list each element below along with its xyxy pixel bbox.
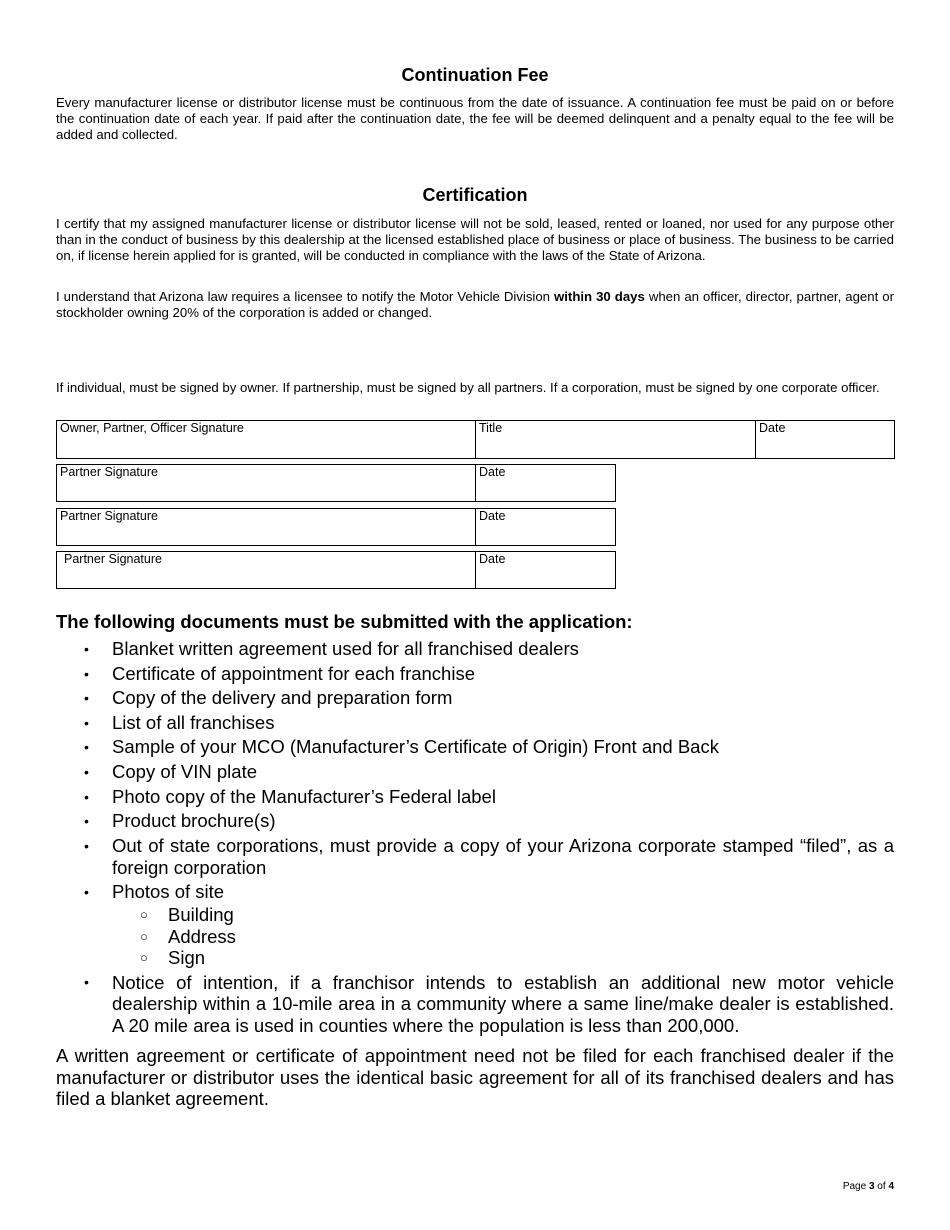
circle-bullet-icon: ○ xyxy=(140,950,148,966)
bullet-icon: • xyxy=(84,690,89,707)
list-item: • Photos of site xyxy=(84,881,225,903)
sub-list-item: ○ Building xyxy=(140,904,234,926)
list-item: • Blanket written agreement used for all franchised dealers xyxy=(84,638,579,659)
partner-signature-field-3[interactable] xyxy=(56,551,476,589)
bullet-icon: • xyxy=(84,973,89,990)
bullet-icon: • xyxy=(84,739,89,756)
list-item: • List of all franchises xyxy=(84,711,275,733)
bullet-icon: • xyxy=(84,714,89,731)
partner-signature-label: Partner Signature xyxy=(64,552,162,566)
bullet-icon: • xyxy=(84,665,89,682)
partner-date-field-1[interactable] xyxy=(475,464,616,502)
partner-signature-label: Partner Signature xyxy=(60,509,158,523)
circle-bullet-icon: ○ xyxy=(140,928,148,944)
partner-date-label: Date xyxy=(479,465,506,479)
sub-list-item: ○ Address xyxy=(140,925,236,947)
partner-date-label: Date xyxy=(479,509,506,523)
list-item: • Notice of intention, if a franchisor intends to establish an additional new motor vehicle dealership within a 10-mile area in a community where a same line/make dealer is established. A 20 mile area is used in counties where the population is less than 200,000. xyxy=(84,971,894,1036)
owner-date-label: Date xyxy=(759,421,786,435)
continuation-fee-heading: Continuation Fee xyxy=(401,65,549,85)
sub-list-item: ○ Sign xyxy=(140,947,206,969)
partner-date-field-3[interactable] xyxy=(475,551,616,589)
partner-signature-field-1[interactable] xyxy=(56,464,476,502)
list-item: • Product brochure(s) xyxy=(84,810,276,832)
owner-signature-field[interactable] xyxy=(56,420,476,459)
list-item: • Certificate of appointment for each franchise xyxy=(84,662,475,684)
partner-signature-label: Partner Signature xyxy=(60,465,158,479)
bullet-icon: • xyxy=(84,763,89,780)
owner-date-field[interactable] xyxy=(755,420,895,459)
bullet-icon: • xyxy=(84,837,89,854)
owner-title-field[interactable] xyxy=(475,420,756,459)
documents-list xyxy=(56,638,894,1039)
within-30-days: within 30 days xyxy=(554,289,645,304)
bullet-icon: • xyxy=(84,788,89,805)
bullet-icon: • xyxy=(84,884,89,901)
list-item: • Sample of your MCO (Manufacturer’s Certificate of Origin) Front and Back xyxy=(84,736,719,758)
certification-text: I certify that my assigned manufacturer license or distributor license will not be sold, leased, rented or loaned, nor used for any purpose other than in the conduct of business by this dealership at the licensed established place of business or place of business. The business to be carried on, if license herein applied for is granted, will be conducted in compliance with the laws of the State of Arizona. xyxy=(56,216,894,263)
list-item: • Out of state corporations, must provide a copy of your Arizona corporate stamped “filed”, as a foreign corporation xyxy=(84,834,894,878)
continuation-fee-text: Every manufacturer license or distributor license must be continuous from the date of issuance. A continuation fee must be paid on or before the continuation date of each year. If paid after the continuation date, the fee will be deemed delinquent and a penalty equal to the fee will be added and collected. xyxy=(56,95,894,142)
signing-note: If individual, must be signed by owner. If partnership, must be signed by all partners. If a corporation, must be signed by one corporate officer. xyxy=(56,380,880,395)
partner-date-label: Date xyxy=(479,552,506,566)
partner-signature-field-2[interactable] xyxy=(56,508,476,546)
documents-heading: The following documents must be submitted with the application: xyxy=(56,611,633,632)
circle-bullet-icon: ○ xyxy=(140,907,148,923)
partner-date-field-2[interactable] xyxy=(475,508,616,546)
list-item: • Copy of the delivery and preparation form xyxy=(84,687,453,709)
closing-paragraph: A written agreement or certificate of appointment need not be filed for each franchised dealer if the manufacturer or distributor uses the identical basic agreement for all of its franchised dealers and has filed a blanket agreement. xyxy=(56,1045,894,1109)
certification-heading: Certification xyxy=(422,185,528,205)
list-item: • Copy of VIN plate xyxy=(84,760,257,782)
owner-signature-label: Owner, Partner, Officer Signature xyxy=(60,421,244,435)
owner-title-label: Title xyxy=(479,421,503,435)
page-number: Page 3 of 4 xyxy=(842,1181,894,1192)
notification-text: I understand that Arizona law requires a licensee to notify the Motor Vehicle Division within 30 days when an officer, director, partner, agent or stockholder owning 20% of the corporation is added or changed. xyxy=(56,289,894,320)
bullet-icon: • xyxy=(84,641,89,657)
list-item: • Photo copy of the Manufacturer’s Federal label xyxy=(84,785,496,807)
bullet-icon: • xyxy=(84,813,89,830)
